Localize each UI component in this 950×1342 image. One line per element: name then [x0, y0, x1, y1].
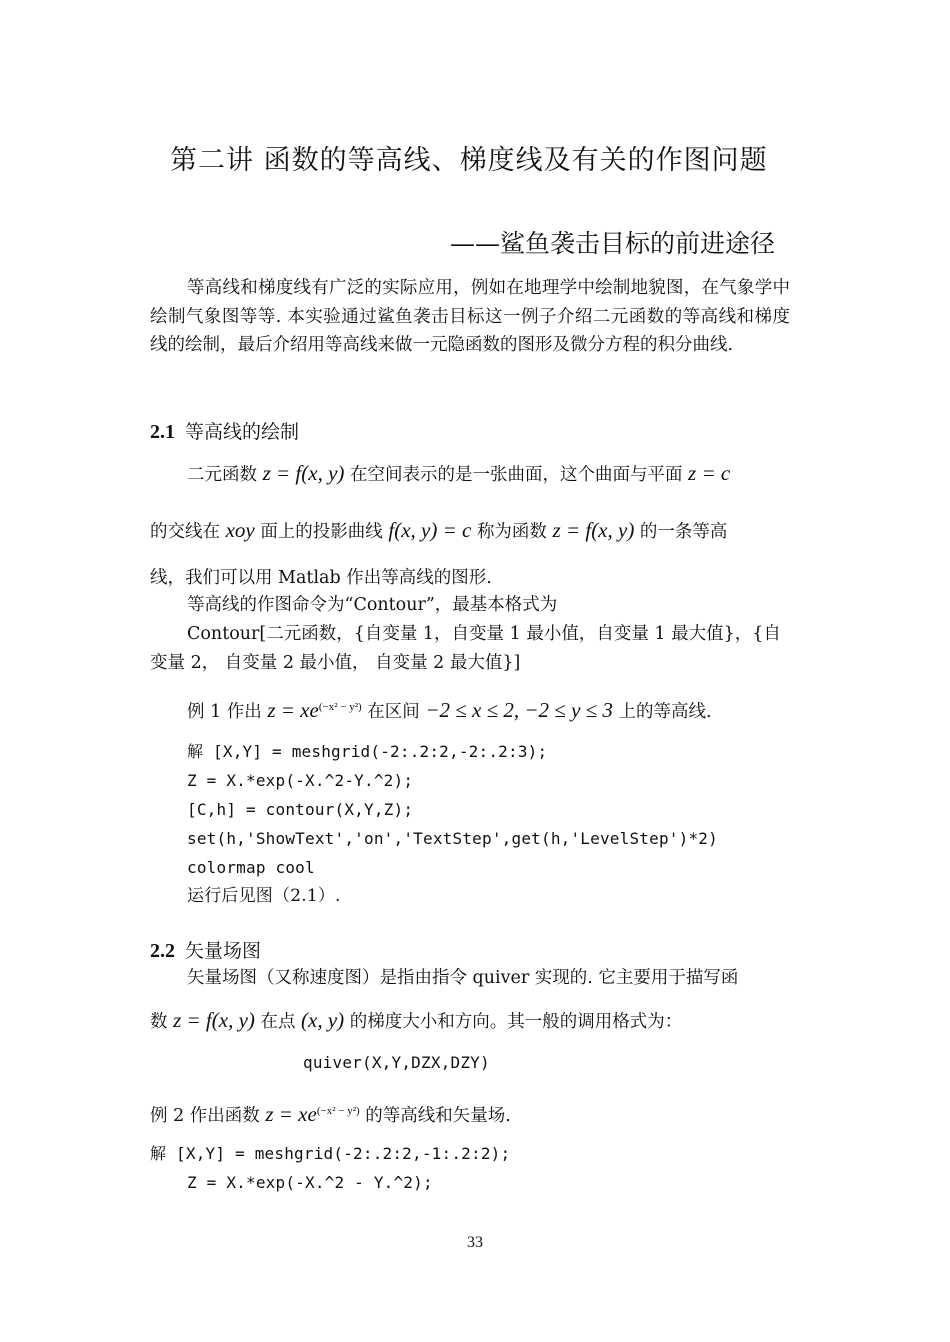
code-line: [C,h] = contour(X,Y,Z);	[187, 800, 414, 819]
page-title: 第二讲 函数的等高线、梯度线及有关的作图问题	[170, 145, 768, 176]
code-block-2	[150, 1139, 510, 1197]
text: 在空间表示的是一张曲面，这个曲面与平面	[349, 465, 683, 485]
text: 例 2 作出函数	[150, 1105, 260, 1126]
s21-line-1	[187, 459, 730, 489]
code-line: colormap cool	[187, 858, 315, 877]
code-block-1	[187, 737, 718, 911]
code-line: Z = X.*exp(-X.^2 - Y.^2);	[187, 1173, 433, 1192]
text: 称为函数	[476, 522, 547, 542]
quiver-command: quiver(X,Y,DZX,DZY)	[303, 1053, 490, 1072]
text: 上的等高线.	[618, 701, 712, 722]
example-1	[187, 693, 712, 726]
page-subtitle: ——鲨鱼袭击目标的前进途径	[450, 229, 776, 258]
text: 例 1 作出	[187, 701, 262, 722]
page-number: 33	[467, 1234, 483, 1251]
intro-paragraph: 等高线和梯度线有广泛的实际应用，例如在地理学中绘制地貌图，在气象学中绘制气象图等等. 本实验通过鲨鱼袭击目标这一例子介绍二元函数的等高线和梯度线的绘制，最后介绍用等高线来做一元隐函数的图形及微分方程的积分曲线.	[150, 278, 790, 355]
text: 数	[150, 1012, 168, 1032]
example-2	[150, 1097, 511, 1130]
section-title: 等高线的绘制	[185, 421, 300, 443]
code-line: 解 [X,Y] = meshgrid(-2:.2:2,-2:.2:3);	[187, 742, 548, 761]
s21-line-6: 变量 2， 自变量 2 最小值， 自变量 2 最大值}]	[150, 653, 521, 673]
section-heading-2-1	[150, 417, 299, 444]
formula: z = c	[688, 461, 731, 485]
formula: z = xe	[265, 1101, 317, 1126]
text: 在点	[260, 1012, 296, 1032]
text: 的等高线和矢量场.	[365, 1105, 511, 1126]
formula: z = f(x, y)	[262, 461, 345, 485]
s22-line-1: 矢量场图（又称速度图）是指由指令 quiver 实现的. 它主要用于描写函	[187, 968, 739, 988]
formula: xoy	[225, 518, 255, 542]
text: 的梯度大小和方向。其一般的调用格式为：	[349, 1012, 683, 1032]
code-line: Z = X.*exp(-X.^2-Y.^2);	[187, 771, 414, 790]
s21-line-3: 线，我们可以用 Matlab 作出等高线的图形.	[150, 568, 492, 588]
s21-line-5: Contour[二元函数，{自变量 1，自变量 1 最小值，自变量 1 最大值}，{自	[187, 624, 781, 644]
formula: −2 ≤ x ≤ 2, −2 ≤ y ≤ 3	[425, 697, 613, 722]
s22-line-2	[150, 1006, 682, 1036]
formula: z = f(x, y)	[173, 1008, 255, 1032]
formula: z = xe	[267, 697, 319, 722]
text: 面上的投影曲线	[260, 522, 383, 542]
code-line: set(h,'ShowText','on','TextStep',get(h,'LevelStep')*2)	[187, 829, 718, 848]
formula: z = f(x, y)	[552, 518, 635, 542]
formula: (x, y)	[301, 1008, 345, 1032]
text: 在区间	[367, 701, 420, 722]
formula: f(x, y) = c	[388, 518, 472, 542]
exponent: (−x² − y²)	[316, 1105, 360, 1117]
exponent: (−x² − y²)	[318, 701, 362, 713]
section-number: 2.2	[150, 940, 175, 962]
text: 的一条等高	[639, 522, 728, 542]
s21-line-4: 等高线的作图命令为“Contour”，最基本格式为	[187, 595, 558, 615]
section-heading-2-2	[150, 936, 261, 963]
section-number: 2.1	[150, 421, 175, 443]
text: 二元函数	[187, 465, 257, 485]
code-line: 运行后见图（2.1）.	[187, 886, 341, 906]
s21-line-2	[150, 516, 727, 546]
code-line: 解 [X,Y] = meshgrid(-2:.2:2,-1:.2:2);	[150, 1144, 511, 1163]
section-title: 矢量场图	[185, 940, 262, 962]
text: 的交线在	[150, 522, 220, 542]
